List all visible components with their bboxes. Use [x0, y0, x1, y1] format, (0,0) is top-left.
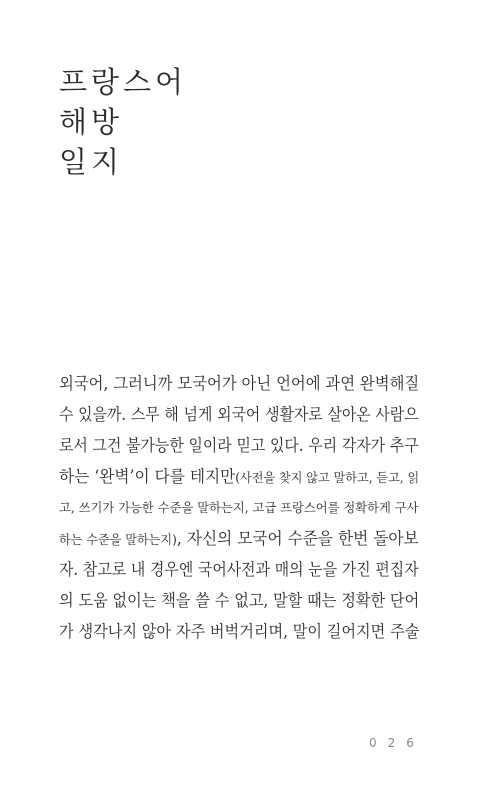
- title-line-2: 해방: [59, 105, 124, 139]
- parenthetical-note-end: 하는 수준을 말하는지): [59, 532, 177, 547]
- body-line-6: [59, 523, 419, 554]
- body-line-2: 수 있을까. 스무 해 넘게 외국어 생활자로 살아온 사람으: [59, 405, 419, 424]
- title-line-1: 프랑스어: [59, 65, 188, 99]
- parenthetical-note-start: (사전을 찾지 않고 말하고, 듣고, 읽: [235, 470, 420, 485]
- title-line-3: 일지: [59, 145, 124, 179]
- body-line-8: 의 도움 없이는 책을 쓸 수 없고, 말할 때는 정확한 단어: [59, 591, 420, 610]
- chapter-title: [59, 62, 187, 182]
- body-line-3: 로서 그건 불가능한 일이라 믿고 있다. 우리 각자가 추구: [59, 436, 419, 455]
- body-line-7: 자. 참고로 내 경우엔 국어사전과 매의 눈을 가진 편집자: [59, 560, 419, 579]
- body-paragraph: [59, 368, 419, 647]
- body-line-4-text: 하는 ‘완벽’이 다를 테지만: [59, 467, 236, 486]
- page-number: 026: [369, 736, 425, 750]
- parenthetical-note-middle: 고, 쓰기가 가능한 수준을 말하는지, 고급 프랑스어를 정확하게 구사: [59, 500, 419, 515]
- body-line-1: 외국어, 그러니까 모국어가 아닌 언어에 과연 완벽해질: [59, 374, 420, 393]
- body-line-4: [59, 461, 420, 492]
- body-line-6-text: , 자신의 모국어 수준을 한번 돌아보: [176, 529, 419, 548]
- body-line-9: 가 생각나지 않아 자주 버벅거리며, 말이 길어지면 주술: [59, 622, 420, 641]
